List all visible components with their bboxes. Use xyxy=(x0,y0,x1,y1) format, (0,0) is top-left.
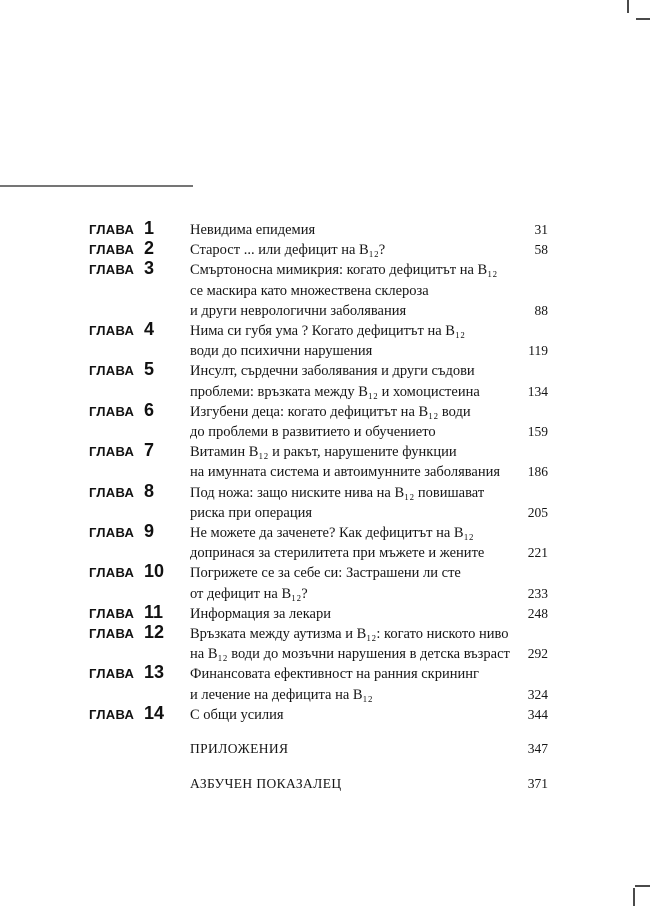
chapter-title-line: се маскира като множествена склероза xyxy=(190,282,429,299)
chapter-number: 1 xyxy=(144,218,155,238)
chapter-label: ГЛАВА xyxy=(89,363,135,379)
chapter-label: ГЛАВА xyxy=(89,222,135,237)
chapter-number: 14 xyxy=(144,702,165,723)
chapter-label: ГЛАВА xyxy=(89,666,135,682)
chapter-number: 11 xyxy=(144,601,164,622)
chapter-title-line: Смъртоносна мимикрия: когато дефицитът на B₁₂ xyxy=(190,262,498,279)
crop-mark-bottom-right-vertical xyxy=(633,888,635,906)
section-entry xyxy=(89,739,548,759)
chapter-number: 13 xyxy=(144,662,165,683)
chapter-page-number: 344 xyxy=(527,706,548,722)
chapter-title-line: проблеми: връзката между B₁₂ и хомоцистеина xyxy=(190,383,480,400)
chapter-number: 3 xyxy=(144,258,155,279)
chapter-title-line: и други неврологични заболявания xyxy=(190,302,407,319)
section-entry xyxy=(89,774,548,794)
chapter-title xyxy=(190,260,508,321)
chapter-title-line: Финансовата ефективност на ранния скрининг xyxy=(190,666,479,683)
toc-entry xyxy=(89,624,548,664)
chapter-title xyxy=(190,664,508,704)
chapter-title-line: С общи усилия xyxy=(190,706,284,723)
chapter-page-number: 31 xyxy=(534,222,548,237)
chapter-title-line: на B₁₂ води до мозъчни нарушения в детска възраст xyxy=(190,646,510,663)
header-rule xyxy=(0,185,193,187)
chapter-title-line: риска при операция xyxy=(190,504,313,521)
chapter-label: ГЛАВА xyxy=(89,565,135,581)
chapter-label: ГЛАВА xyxy=(89,444,135,460)
chapter-title-line: Нима си губя ума ? Когато дефицитът на B₁₂ xyxy=(190,323,466,340)
chapter-label: ГЛАВА xyxy=(89,484,135,500)
chapter-title-line: Информация за лекари xyxy=(190,605,331,622)
toc-entry xyxy=(89,220,548,240)
toc-entry xyxy=(89,240,548,260)
chapter-label: ГЛАВА xyxy=(89,605,135,621)
chapter-title xyxy=(190,442,508,482)
chapter-title-line: Витамин B₁₂ и ракът, нарушените функции xyxy=(190,444,457,461)
toc-entry xyxy=(89,321,548,361)
chapter-number: 5 xyxy=(144,359,155,380)
chapter-title-line: Старост ... или дефицит на B₁₂? xyxy=(190,242,386,259)
chapter-title xyxy=(190,220,508,240)
chapter-title-line: води до психични нарушения xyxy=(190,343,373,360)
crop-mark-bottom-right-horizontal xyxy=(635,885,650,887)
chapter-number: 4 xyxy=(144,319,155,340)
toc-entry xyxy=(89,480,548,523)
chapter-label: ГЛАВА xyxy=(89,626,135,642)
table-of-contents xyxy=(89,220,548,725)
chapter-page-number: 324 xyxy=(527,686,548,702)
chapter-title-line: Невидима епидемия xyxy=(190,222,316,238)
section-title: ПРИЛОЖЕНИЯ xyxy=(190,741,289,756)
chapter-title-line: Под ножа: защо ниските нива на B₁₂ повишават xyxy=(190,484,485,501)
chapter-page-number: 159 xyxy=(527,424,548,440)
toc-entry xyxy=(89,260,548,321)
chapter-title xyxy=(190,321,508,361)
chapter-number: 2 xyxy=(144,238,155,259)
chapter-title xyxy=(190,240,508,260)
chapter-title-line: Не можете да заченете? Как дефицитът на B₁₂ xyxy=(190,525,474,542)
chapter-label: ГЛАВА xyxy=(89,242,135,258)
chapter-page-number: 186 xyxy=(527,464,548,480)
toc-entry xyxy=(89,702,548,725)
chapter-title xyxy=(190,523,508,563)
chapter-number: 6 xyxy=(144,399,155,420)
chapter-title xyxy=(190,361,508,401)
chapter-title-line: Погрижете се за себе си: Застрашени ли сте xyxy=(190,565,461,582)
toc-entry xyxy=(89,563,548,603)
chapter-page-number: 233 xyxy=(527,585,548,601)
chapter-title xyxy=(190,483,508,523)
chapter-title xyxy=(190,705,508,725)
chapter-title-line: от дефицит на B₁₂? xyxy=(190,585,308,602)
chapter-label: ГЛАВА xyxy=(89,403,135,419)
chapter-label: ГЛАВА xyxy=(89,525,135,541)
chapter-title xyxy=(190,563,508,603)
section-page-number: 347 xyxy=(527,741,548,756)
chapter-page-number: 248 xyxy=(527,605,548,621)
chapter-title-line: допринася за стерилитета при мъжете и жените xyxy=(190,545,485,562)
chapter-number: 9 xyxy=(144,521,155,542)
chapter-page-number: 292 xyxy=(527,646,548,662)
chapter-number: 7 xyxy=(144,440,155,461)
toc-entry xyxy=(89,601,548,624)
chapter-title xyxy=(190,402,508,442)
chapter-title-line: на имунната система и автоимунните заболявания xyxy=(190,464,501,481)
crop-mark-top-right-horizontal xyxy=(636,18,650,20)
chapter-title-line: Изгубени деца: когато дефицитът на B₁₂ води xyxy=(190,403,471,420)
toc-entry xyxy=(89,442,548,482)
section-page-number: 371 xyxy=(527,776,548,791)
chapter-title-line: Връзката между аутизма и B₁₂: когато ниското ниво xyxy=(190,626,509,643)
chapter-number: 10 xyxy=(144,561,165,582)
chapter-title-line: и лечение на дефицита на B₁₂ xyxy=(190,686,373,703)
chapter-label: ГЛАВА xyxy=(89,706,135,722)
chapter-page-number: 119 xyxy=(528,343,548,359)
chapter-label: ГЛАВА xyxy=(89,262,135,278)
chapter-title xyxy=(190,624,508,664)
chapter-page-number: 88 xyxy=(534,302,548,318)
toc-entry xyxy=(89,399,548,442)
toc-entry xyxy=(89,664,548,704)
back-matter-sections xyxy=(89,739,548,794)
chapter-page-number: 205 xyxy=(527,504,548,520)
chapter-number: 8 xyxy=(144,480,155,501)
chapter-title xyxy=(190,604,508,624)
toc-entry xyxy=(89,361,548,401)
toc-entry xyxy=(89,523,548,563)
chapter-number: 12 xyxy=(144,622,165,643)
chapter-page-number: 134 xyxy=(527,383,548,399)
chapter-page-number: 58 xyxy=(534,242,548,258)
section-title: АЗБУЧЕН ПОКАЗАЛЕЦ xyxy=(190,776,342,791)
chapter-label: ГЛАВА xyxy=(89,323,135,339)
crop-mark-top-right-vertical xyxy=(627,0,629,13)
chapter-title-line: до проблеми в развитието и обучението xyxy=(190,424,436,441)
chapter-page-number: 221 xyxy=(527,545,548,561)
chapter-title-line: Инсулт, сърдечни заболявания и други съдови xyxy=(190,363,475,380)
